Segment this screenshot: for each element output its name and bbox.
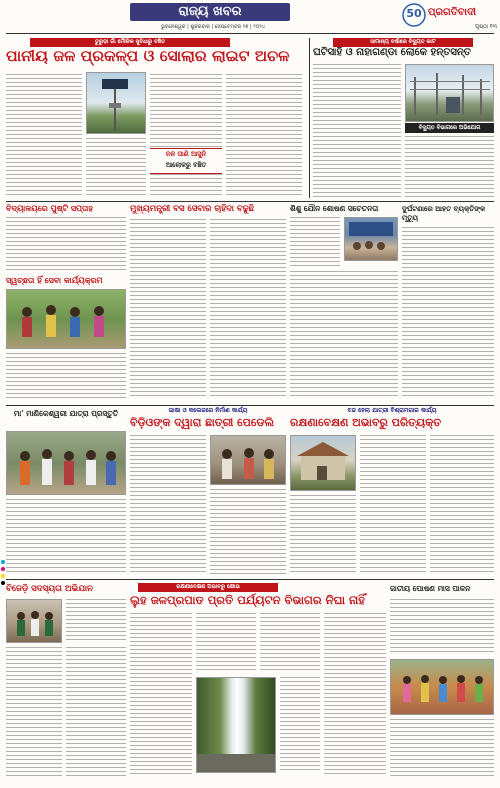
page-label: ପୃଷ୍ଠା ୧୩ — [474, 24, 497, 30]
college-visit-photo — [210, 435, 286, 485]
solar-light-photo — [86, 72, 146, 134]
bjd-meeting-photo — [6, 599, 62, 643]
story-nutrition-month — [390, 581, 494, 781]
swachhata-photo — [6, 289, 126, 349]
row-divider-2 — [6, 405, 494, 406]
story-kicker: ରକ୍ଷଣାବେକ୍ଷଣ ଅଭାବରୁ କ୍ଷୋଭ — [138, 583, 278, 592]
column-divider — [309, 38, 310, 198]
story-kicker: ବନ୍ଦ ହେଲା ଯାତ୍ରୀ ବିଶ୍ରାମଗାର କାର୍ଯ୍ୟ — [347, 407, 437, 414]
masthead — [0, 0, 500, 36]
story-manikeswari — [6, 407, 126, 577]
story-body-top — [390, 599, 494, 655]
story-body-col2 — [210, 219, 286, 399]
story-cm-bus-service — [130, 203, 286, 403]
story-body-col4 — [226, 74, 302, 198]
story-headline: ପାନୀୟ ଜଳ ପ୍ରକଳ୍ପ ଓ ସୋଲାର ଲାଇଟ ଅଚଳ — [6, 47, 290, 65]
nutrition-month-photo — [390, 659, 494, 715]
masthead-rule — [6, 33, 494, 34]
story-headline: ଶିଶୁ ଯୌନ ଶୋଷଣ ସଚେତନତା — [290, 204, 379, 213]
story-body — [402, 227, 494, 399]
story-body — [6, 217, 126, 271]
story-headline: ମା' ମାଣିକେଶ୍ୱରୀ ଯାତ୍ରା ପ୍ରସ୍ତୁତି — [13, 409, 119, 418]
story-body-bottom — [390, 719, 494, 777]
story-power-cut — [313, 36, 494, 200]
story-body-col5 — [324, 613, 386, 777]
story-body-col2 — [196, 613, 256, 673]
story-body-right — [405, 136, 494, 198]
story-body-col1 — [6, 647, 62, 777]
story-headline: ବିଦ୍ୟାଳୟରେ ପୁଷ୍ଟି ସପ୍ତାହ — [6, 204, 94, 213]
story-body — [6, 499, 126, 575]
registration-marks — [1, 560, 5, 620]
story-headline: ବିଡ଼ିଓଙ୍କ ଦ୍ୱାରା ଛାତ୍ରୀ ପେଡେଲି — [130, 416, 275, 429]
story-body-top — [66, 599, 126, 643]
story-body-col2 — [360, 435, 426, 575]
story-body-col1 — [130, 613, 192, 777]
inset-box — [150, 148, 222, 174]
story-swachhata — [6, 275, 126, 403]
story-nutrition-week — [6, 203, 126, 273]
inset-line: ଆଲୋକରୁ ବଞ୍ଚିତ — [165, 161, 207, 169]
story-body-col1 — [130, 219, 206, 399]
story-body-col1 — [290, 495, 356, 575]
story-water-project — [6, 36, 306, 200]
story-rest-house — [290, 407, 494, 577]
waterfall-photo — [196, 677, 276, 773]
story-body-col2 — [66, 647, 126, 777]
story-headline: ଦୁର୍ଘଟଣାରେ ଆହତ ବ୍ୟକ୍ତିଙ୍କ ମୃତ୍ୟୁ — [402, 205, 486, 222]
story-headline: ଲୁହ ଜଳପ୍ରପାତ ପ୍ରତି ପର୍ଯ୍ୟଟନ ବିଭାଗର ନିଘା ନାହିଁ — [130, 593, 365, 607]
rest-house-photo — [290, 435, 356, 491]
anniversary-number: 50 — [406, 7, 422, 20]
story-body-top — [290, 217, 340, 267]
story-body-col3 — [430, 435, 494, 575]
story-body-col2 — [150, 74, 222, 198]
inset-kicker: ନଳ ପାଣି ଆସୁନି — [166, 150, 206, 158]
anniversary-logo — [400, 2, 428, 28]
story-body-left — [313, 64, 401, 198]
story-kicker: ସାମାନ୍ୟ ବର୍ଷାରେ ବିଦ୍ୟୁତ କାଟ — [333, 38, 473, 47]
row-divider-3 — [6, 579, 494, 580]
section-title: ରାଜ୍ୟ ଖବର — [130, 3, 290, 21]
story-body-col4 — [280, 677, 320, 773]
story-body-col1 — [6, 74, 82, 198]
photo-caption: ବିଦ୍ୟୁତ ବିଭାଗରେ ଅଭିଯୋଗ — [405, 123, 494, 133]
story-body-bottom — [290, 271, 398, 399]
dateline: ଭୁବନେଶ୍ୱର | ଶୁକ୍ରବାର | ସେପ୍ଟେମ୍ବର ୨୭ | ୨୦୨୪ — [160, 24, 266, 30]
story-child-awareness — [290, 203, 398, 403]
awareness-program-photo — [344, 217, 398, 261]
story-body — [6, 353, 126, 401]
story-waterfall — [130, 581, 386, 781]
story-body-col2 — [210, 489, 286, 575]
story-body-col1 — [130, 435, 206, 575]
story-headline: ସ୍ୱଚ୍ଛତା ହିଁ ସେବା କାର୍ଯ୍ୟକ୍ରମ — [6, 276, 103, 285]
row-divider-1 — [6, 201, 494, 202]
power-substation-photo — [405, 64, 494, 122]
story-headline: ମୁଖ୍ୟମନ୍ତ୍ରୀ ବସ ସେବାର ଚାହିଦା ବଢୁଛି — [130, 204, 254, 214]
brand-name: ପ୍ରଗତିବାଦୀ — [428, 7, 477, 18]
story-headline: ଜାତୀୟ ପୋଷଣ ମାସ ପାଳନ — [390, 584, 471, 593]
story-accident-death — [402, 203, 494, 403]
story-body-col3 — [260, 613, 320, 673]
story-bdo-college — [130, 407, 286, 577]
story-kicker: ଭାଷା ଓ କଲେଜରେ ନିର୍ମାଣ କାର୍ଯ୍ୟ — [168, 407, 248, 414]
story-headline: ବିଜେଡ଼ି ସଦସ୍ୟତା ଅଭିଯାନ — [6, 584, 93, 594]
story-headline: ଘଟିସାହି ଓ ନାହାଗଣ୍ଡା ଲୋକେ ହନ୍ତସନ୍ତ — [313, 47, 471, 58]
story-bjd-membership — [6, 581, 126, 781]
story-kicker: ତୁରୁଡ଼ା ଗାଁ ମୌଳିକ ସୁବିଧାରୁ ବଞ୍ଚିତ — [30, 38, 230, 47]
story-headline: ରକ୍ଷଣାବେକ୍ଷଣ ଅଭାବରୁ ପରିତ୍ୟକ୍ତ — [290, 416, 442, 429]
manikeswari-photo — [6, 431, 126, 495]
story-body-col3 — [86, 138, 146, 198]
